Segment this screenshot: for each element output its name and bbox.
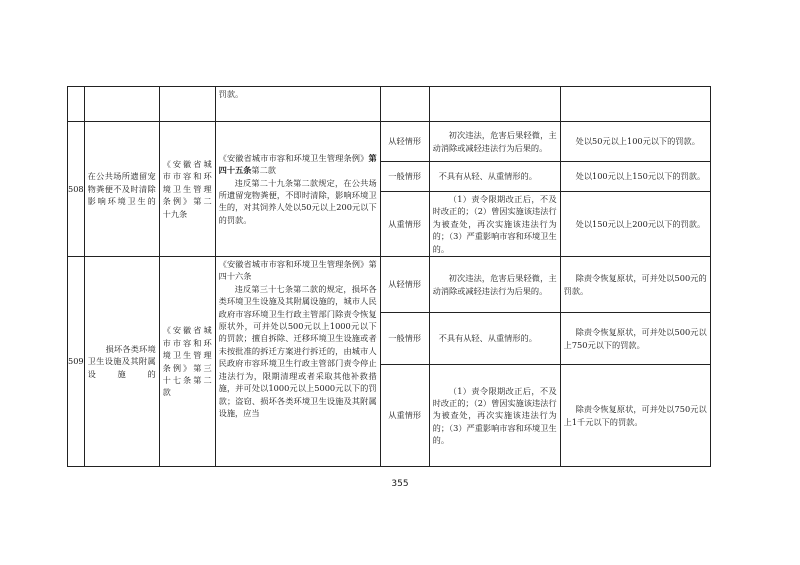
cell-law-text — [215, 87, 380, 122]
legal-basis: 《安徽省城市市容和环境卫生管理条例》第三十七条第二款 — [159, 257, 215, 467]
penalty-standard: 处以150元以上200元以下的罚款。 — [560, 192, 710, 257]
table-row — [68, 257, 711, 313]
cell-std — [560, 87, 710, 122]
case-type: 从重情形 — [380, 192, 429, 257]
law-text: 罚款。 — [218, 89, 244, 99]
row-number: 509 — [68, 257, 85, 467]
case-type: 从轻情形 — [380, 257, 429, 313]
penalty-standard: 处以100元以上150元以下的罚款。 — [560, 162, 710, 192]
case-condition: 初次违法，危害后果轻微，主动消除或减轻违法行为后果的。 — [429, 122, 560, 162]
cell-name — [84, 87, 159, 122]
case-condition: （1）责令限期改正后，不及时改正的；（2）曾因实施该违法行为被查处，再次实施该违法行为的；（3）严重影响市容和环境卫生的。 — [429, 365, 560, 467]
row-number: 508 — [68, 122, 85, 257]
cell-no — [68, 87, 85, 122]
cell-basis — [159, 87, 215, 122]
penalty-table — [67, 86, 711, 467]
case-condition: 不具有从轻、从重情形的。 — [429, 313, 560, 365]
penalty-standard: 处以50元以上100元以下的罚款。 — [560, 122, 710, 162]
clause-body: 违反第三十七条第二款的规定，损坏各类环境卫生设施及其附属设施的，城市人民政府市容环境卫生行政主管部门除责令恢复原状外，可并处以500元以上1000元以下的罚款；擅自拆除、迁移环境卫生设施或者未按批准的拆迁方案进行拆迁的，由城市人民政府市容环境卫生行政主管部门责令停止违法行为，限期清理或者采取其他补救措施，并可处以1000元以上5000元以下的罚款；盗窃、损坏各类环境卫生设施及其附属设施，应当 — [218, 283, 377, 418]
cell-case — [380, 87, 429, 122]
clause-article-bold: 第四十五条 — [218, 152, 377, 176]
table-row — [68, 122, 711, 162]
case-type: 一般情形 — [380, 162, 429, 192]
clause-title: 《安徽省城市市容和环境卫生管理条例》第四十六条 — [218, 259, 377, 282]
offense-name: 在公共场所遗留宠物粪便不及时清除影响环境卫生的 — [84, 122, 159, 257]
penalty-clause — [215, 257, 380, 467]
case-condition: （1）责令限期改正后，不及时改正的；（2）曾因实施该违法行为被查处，再次实施该违法行为的；（3）严重影响市容和环境卫生的。 — [429, 192, 560, 257]
penalty-standard: 除责令恢复原状，可并处以500元的罚款。 — [560, 257, 710, 313]
penalty-standard: 除责令恢复原状，可并处以750元以上1千元以下的罚款。 — [560, 365, 710, 467]
case-type: 从重情形 — [380, 365, 429, 467]
clause-paragraph: 第二款 — [251, 165, 276, 176]
case-type: 从轻情形 — [380, 122, 429, 162]
cell-cond — [429, 87, 560, 122]
clause-title: 《安徽省城市市容和环境卫生管理条例》 — [218, 152, 369, 163]
penalty-standard: 除责令恢复原状，可并处以500元以上750元以下的罚款。 — [560, 313, 710, 365]
case-type: 一般情形 — [380, 313, 429, 365]
offense-name: 损坏各类环境卫生设施及其附属设施的 — [84, 257, 159, 467]
legal-basis: 《安徽省城市市容和环境卫生管理条例》第二十九条 — [159, 122, 215, 257]
penalty-clause — [215, 122, 380, 257]
case-condition: 初次违法，危害后果轻微，主动消除或减轻违法行为后果的。 — [429, 257, 560, 313]
clause-body: 违反第二十九条第二款规定，在公共场所遗留宠物粪便，不即时清除，影响环境卫生的，对其饲养人处以50元以上200元以下的罚款。 — [218, 177, 377, 225]
case-condition: 不具有从轻、从重情形的。 — [429, 162, 560, 192]
table-row — [68, 87, 711, 122]
page-number: 355 — [391, 479, 409, 489]
